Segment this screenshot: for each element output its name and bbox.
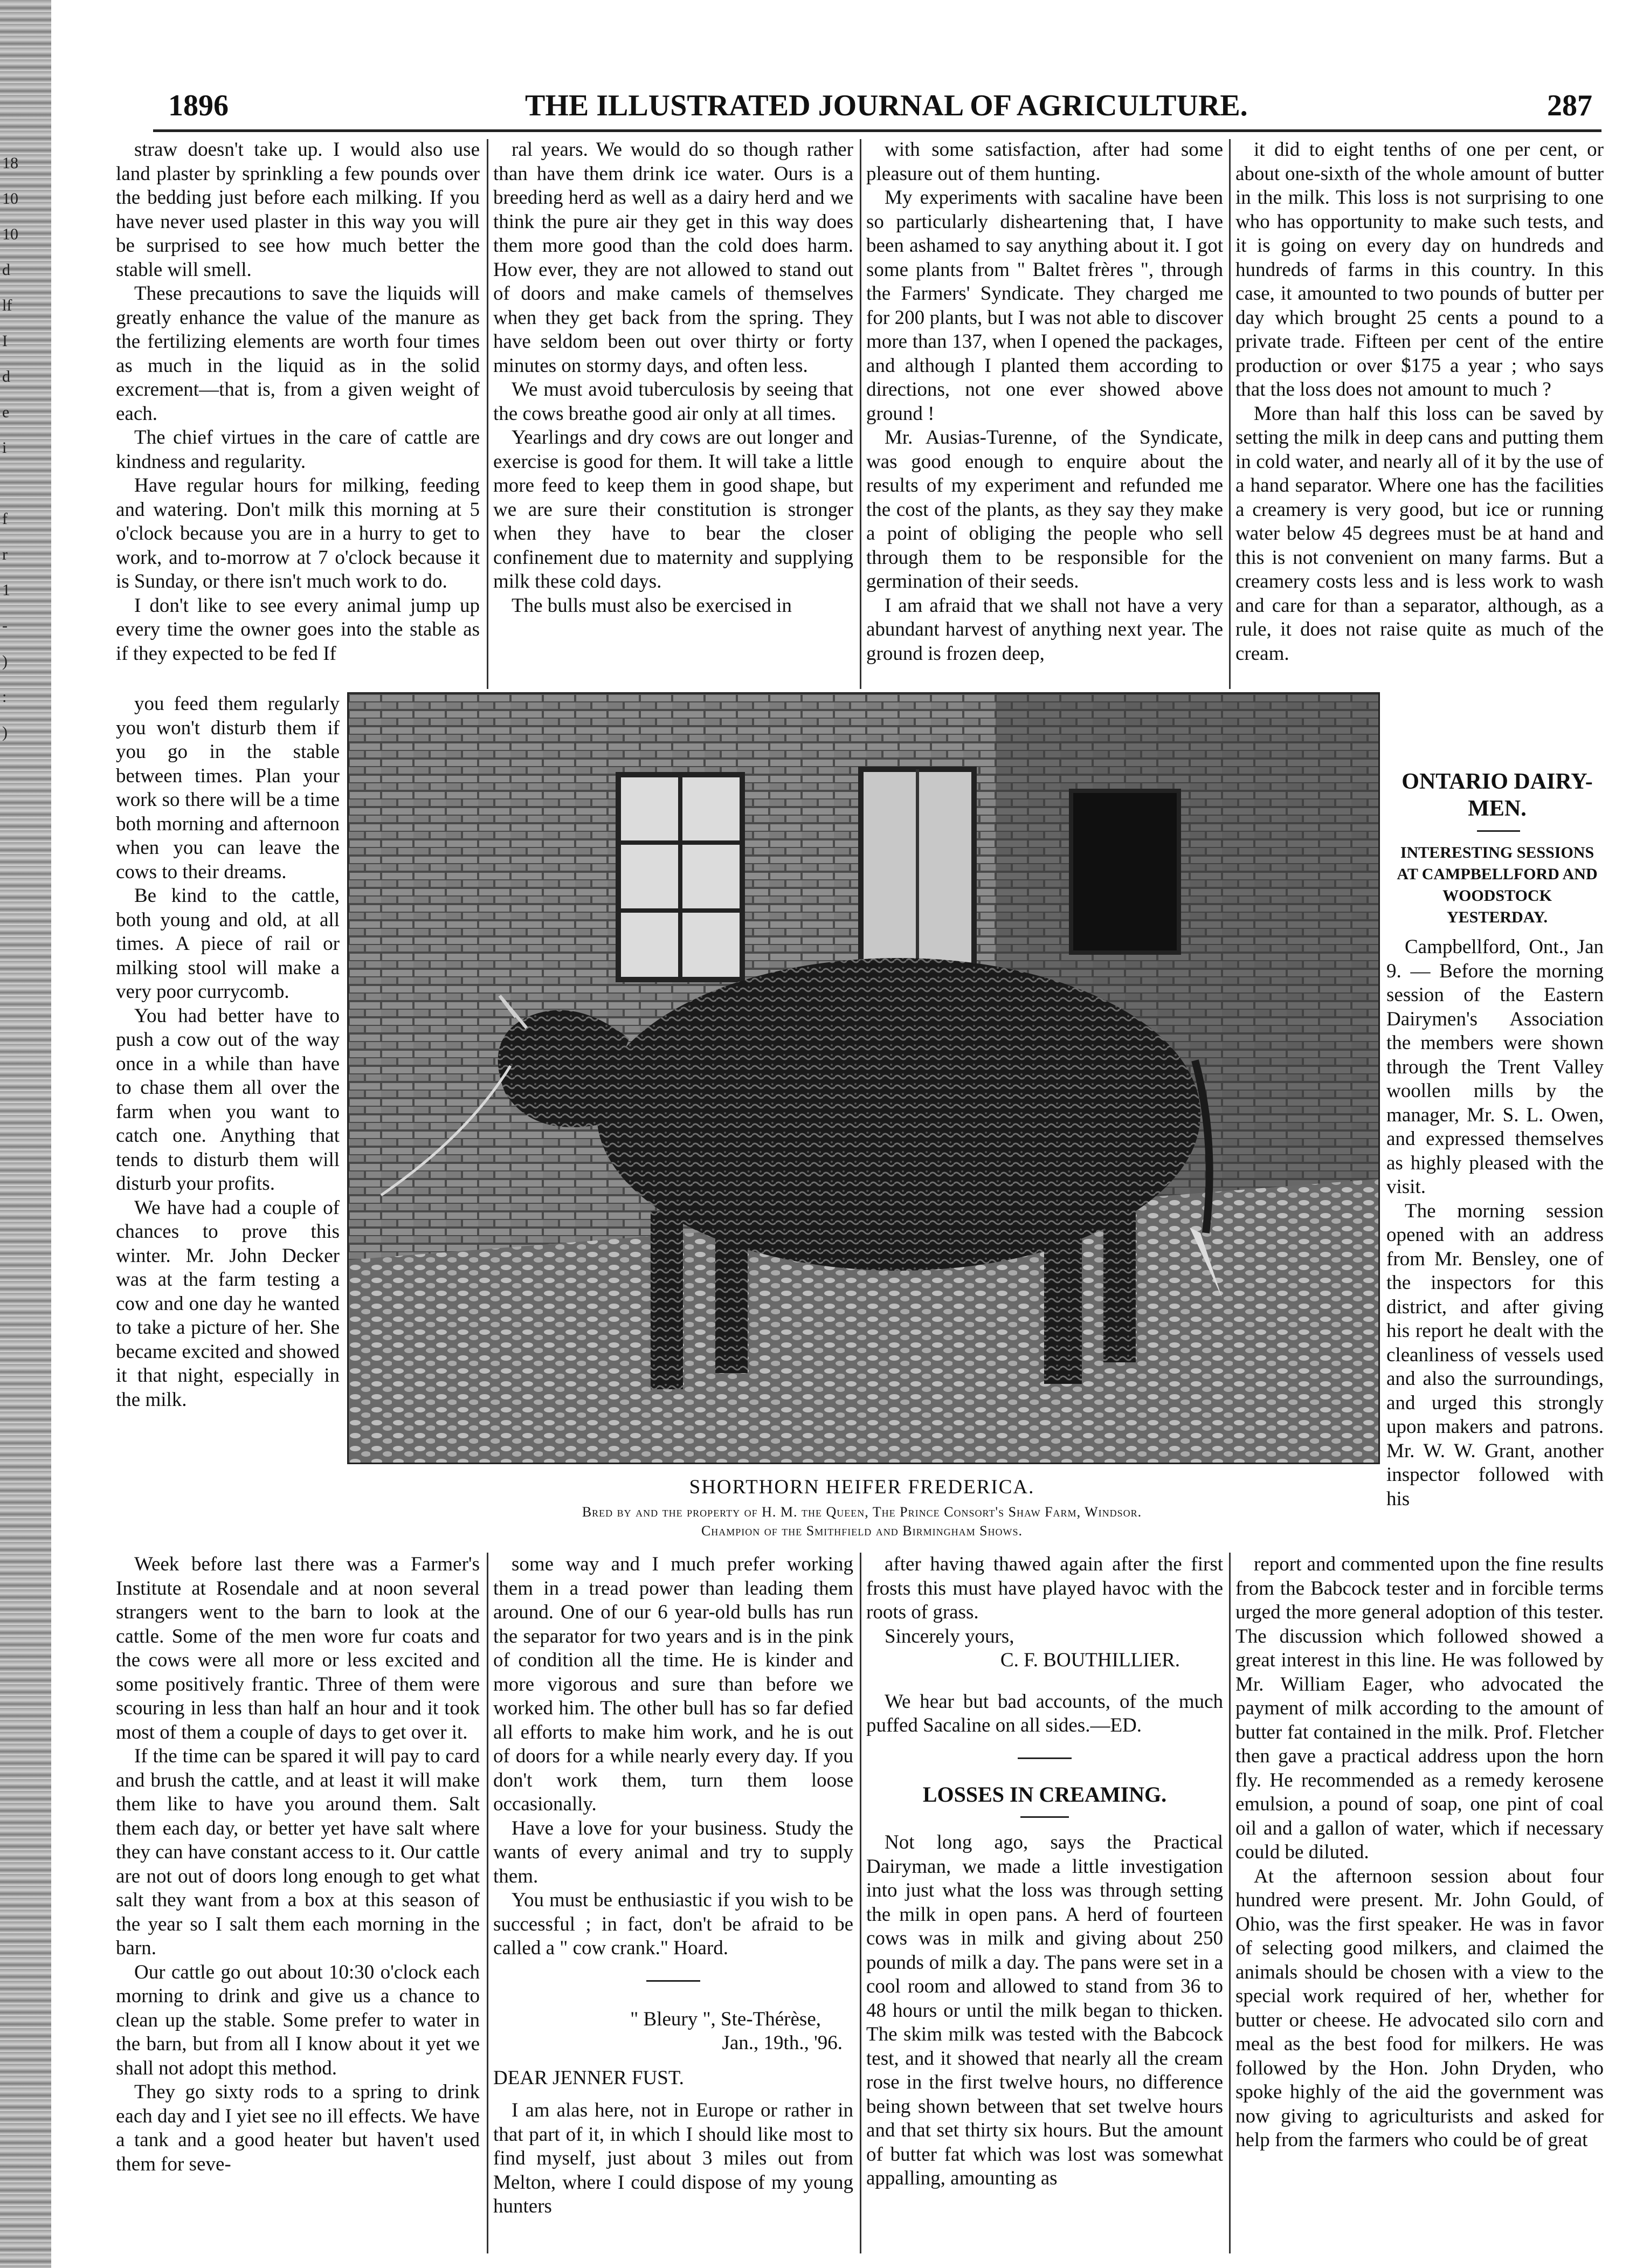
- paragraph: report and commented upon the fine results from the Babcock tester and in forcible terms urged the more general adoption of this tester. The discussion which followed showed a great interest in this line. He was followed by Mr. William Eager, who advocated the payment of milk according to the amount of butter fat contained in the milk. Prof. Fletcher then gave a practical address upon the horn fly. He recommended as a remedy kerosene emulsion, a pound of soap, one pint of coal oil and a gallon of water, which if necessary could be diluted.: [1235, 1553, 1604, 1863]
- paragraph: You must be enthusiastic if you wish to be successful ; in fact, don't be afraid to be called a " cow crank." Hoard.: [493, 1889, 853, 1959]
- ontario-subheading: INTERESTING SESSIONS AT CAMPBELLFORD AND WOODSTOCK YESTERDAY.: [1397, 844, 1598, 926]
- losses-heading: LOSSES IN CREAMING.: [922, 1782, 1167, 1807]
- paragraph: I don't like to see every animal jump up every time the owner goes into the stable as if they expected to be fed If: [116, 594, 480, 665]
- heading-rule: [1477, 830, 1520, 832]
- paragraph: At the afternoon session about four hundred were present. Mr. John Gould, of Ohio, was the first speaker. He was in favor of selecting good milkers, and claimed the animals should be chosen with a view to the special work required of her, whether for butter or cheese. He advocated silo corn and meal as the best food for milkers. He was followed by the Hon. John Dryden, who spoke highly of the aid the government was now giving to agriculturists and asked for help from the farmers who could be of great: [1235, 1865, 1604, 2151]
- figure-caption-line2: Champion of the Smithfield and Birmingham Shows.: [701, 1523, 1023, 1539]
- paragraph: They go sixty rods to a spring to drink each day and I yiet see no ill effects. We have a tank and a good heater but haven't used them for seve-: [116, 2081, 480, 2175]
- column-2-bottom: [493, 1553, 853, 2253]
- page-header: [153, 88, 1601, 126]
- header-year: 1896: [168, 89, 229, 122]
- letter-closing: Sincerely yours,: [885, 1625, 1014, 1647]
- column-4-top: [1235, 138, 1604, 709]
- margin-fragment: [2, 466, 18, 501]
- margin-fragment: d: [2, 368, 10, 385]
- paragraph: Our cattle go out about 10:30 o'clock each morning to drink and give us a chance to clean up the stable. Some prefer to water in the barn, but from all I know about it yet we shall not adopt this method.: [116, 1961, 480, 2079]
- margin-fragment: d: [2, 261, 10, 279]
- margin-fragments: [2, 146, 18, 750]
- margin-fragment: ): [2, 652, 8, 670]
- column-rule: [1229, 1553, 1231, 2253]
- header-page-number: 287: [1547, 89, 1592, 122]
- header-rule: [153, 129, 1601, 132]
- paragraph: My experiments with sacaline have been so particularly disheartening that, I have been ashamed to say anything about it. I got some plants from " Baltet frères ", through the Farmers' Syndicate. They charged me for 200 plants, but I was not able to discover more than 137, when I opened the packages, and although I planted them according to directions, not one ever showed above ground !: [866, 187, 1223, 425]
- article-separator: [1018, 1757, 1072, 1759]
- paragraph: straw doesn't take up. I would also use land plaster by sprinkling a few pounds over the bedding just before each milking. If you have never used plaster in this way you will be surprised to see how much better the stable will smell.: [116, 139, 480, 281]
- letter-body: I am alas here, not in Europe or rather in that part of it, in which I should like most to find myself, just about 3 miles out from Melton, where I could dispose of my young hunters: [493, 2099, 853, 2217]
- column-3-bottom: [866, 1553, 1223, 2253]
- article-separator: [646, 1980, 700, 1982]
- paragraph: Not long ago, says the Practical Dairyman, we made a little investigation into just what the loss was through setting the milk in open pans. A herd of fourteen cows was in milk and giving about 250 pounds of milk a day. The pans were set in a cool room and allowed to stand from 36 to 48 hours or until the milk began to thicken. The skim milk was tested with the Babcock test, and it showed that nearly all the cream rose in the first twelve hours, no difference being shown between that set twelve hours and that set thirty six hours. But the amount of butter fat which was lost was somewhat appalling, amounting as: [866, 1831, 1223, 2189]
- paragraph: Campbellford, Ont., Jan 9. — Before the morning session of the Eastern Dairymen's Association the members were shown through the Trent Valley woollen mills by the manager, Mr. S. L. Owen, and expressed themselves as highly pleased with the visit.: [1386, 936, 1604, 1198]
- margin-fragment: I: [2, 332, 8, 350]
- paragraph: Week before last there was a Farmer's Institute at Rosendale and at noon several strangers went to the barn to look at the cattle. Some of the men wore fur coats and the cows were all more or less excited and some positively frantic. Three of them were scouring in less than half an hour and it took most of them a couple of days to get over it.: [116, 1553, 480, 1743]
- ontario-heading: ONTARIO DAIRY-MEN.: [1402, 769, 1593, 821]
- paragraph: You had better have to push a cow out of the way once in a while than have to chase them all over the farm when you want to catch one. Anything that tends to disturb them will disturb your profits.: [116, 1004, 340, 1195]
- column-1-top: [116, 138, 480, 691]
- letter-date: Jan., 19th., '96.: [722, 2032, 843, 2054]
- margin-fragment: i: [2, 439, 7, 457]
- paragraph: with some satisfaction, after had some pleasure out of them hunting.: [866, 139, 1223, 185]
- engraving-illustration: [349, 694, 1378, 1463]
- margin-fragment: e: [2, 403, 10, 421]
- paragraph: ral years. We would do so though rather than have them drink ice water. Ours is a breeding herd as well as a dairy herd and we think the pure air they get in this way does them more good than the cold does harm. How ever, they are not allowed to stand out of doors and make camels of themselves when they get back from the spring. They have seldom been out over thirty or forty minutes on stormy days, and often less.: [493, 139, 853, 377]
- column-3-bottom-paragraphs: [866, 1553, 1223, 1625]
- column-3-top: [866, 138, 1223, 691]
- margin-fragment: r: [2, 546, 8, 563]
- margin-fragment: lf: [2, 297, 12, 314]
- paragraph: some way and I much prefer working them in a tread power than leading them around. One of our 6 year-old bulls has run the separator for two years and is in the pink of condition all the time. He is kinder and more vigorous and sure than before we worked him. The other bull has so far defied all efforts to make him work, and he is out of doors for a while nearly every day. If you don't work them, turn them loose occasionally.: [493, 1553, 853, 1815]
- column-1-bottom: [116, 1553, 480, 2253]
- paragraph: it did to eight tenths of one per cent, or about one-sixth of the whole amount of butter in the milk. This loss is not surprising to one who has opportunity to make such tests, and it is going on every day on hundreds and hundreds of farms in this country. In this case, it amounted to two pounds of butter per day which brought 25 cents a pound to a private trade. Fifteen per cent of the entire production or over $175 a year ; who says that the loss does not amount to much ?: [1235, 139, 1604, 401]
- paragraph: These precautions to save the liquids will greatly enhance the value of the manure as the fertilizing elements are worth four times as much in the liquid as in the solid excrement—that is, from a given weight of each.: [116, 282, 480, 425]
- column-rule: [860, 139, 861, 689]
- letter-signature: C. F. BOUTHILLIER.: [1000, 1649, 1180, 1671]
- paragraph: More than half this loss can be saved by setting the milk in deep cans and putting them in cold water, and nearly all of it by the use of a hand separator. Where one has the facilities a creamery is very good, but ice or running water below 45 degrees must be at hand and this is not convenient on many farms. But a creamery costs less and is less work to wash and care for than a separator, although, as a rule, it does not raise quite as much of the cream.: [1235, 402, 1604, 665]
- paragraph: The chief virtues in the care of cattle are kindness and regularity.: [116, 426, 480, 473]
- letter-salutation: DEAR JENNER FUST.: [493, 2066, 684, 2089]
- paragraph: Have regular hours for milking, feeding and watering. Don't milk this morning at 5 o'clock because you are in a hurry to get to work, and to-morrow at 7 o'clock because it is Sunday, or there isn't much work to do.: [116, 474, 480, 592]
- paragraph: The morning session opened with an address from Mr. Bensley, one of the inspectors for this district, and after giving his report he dealt with the cleanliness of vessels used and also the surroundings, and urged this strongly upon makers and patrons. Mr. W. W. Grant, another inspector followed with his: [1386, 1200, 1604, 1510]
- margin-fragment: ): [2, 723, 8, 741]
- margin-fragment: 10: [2, 190, 18, 208]
- figure-caption-line1: Bred by and the property of H. M. the Queen, The Prince Consort's Shaw Farm, Windsor.: [582, 1504, 1142, 1520]
- paragraph: Have a love for your business. Study the wants of every animal and try to supply them.: [493, 1817, 853, 1887]
- margin-fragment: f: [2, 510, 8, 528]
- paragraph: If the time can be spared it will pay to card and brush the cattle, and at least it will make them like to have you around them. Salt them each day, or better yet have salt where they can have constant access to it. Our cattle are not out of doors long enough to get what salt they want from a box at this season of the year so I salt them each morning in the barn.: [116, 1745, 480, 1959]
- column-rule: [1229, 139, 1231, 689]
- column-rule: [860, 1553, 861, 2253]
- margin-fragment: 1: [2, 581, 10, 599]
- losses-paragraphs: [866, 1831, 1223, 2191]
- paragraph: The bulls must also be exercised in: [512, 594, 792, 617]
- paragraph: Yearlings and dry cows are out longer and exercise is good for them. It will take a little more feed to keep them in good shape, but we are sure their constitution is stronger when they have to bear the closer confinement due to maternity and supplying milk these cold days.: [493, 426, 853, 592]
- heading-rule: [1020, 1816, 1069, 1818]
- column-rule: [487, 1553, 488, 2253]
- header-title: THE ILLUSTRATED JOURNAL OF AGRICULTURE.: [525, 89, 1248, 122]
- margin-fragment: 10: [2, 225, 18, 243]
- editor-note: We hear but bad accounts, of the much puffed Sacaline on all sides.—ED.: [866, 1690, 1223, 1736]
- dark-doorway: [1071, 791, 1179, 953]
- paragraph: after having thawed again after the first frosts this must have played havoc with the roots of grass.: [866, 1553, 1223, 1623]
- column-rule: [487, 139, 488, 689]
- paragraph: Be kind to the cattle, both young and old, at all times. A piece of rail or milking stool will make a very poor currycomb.: [116, 885, 340, 1003]
- paragraph: you feed them regularly you won't disturb them if you go in the stable between times. Plan your work so there will be a time both morning and afternoon when you can leave the cows to their dreams.: [116, 693, 340, 883]
- letter-place: " Bleury ", Ste-Thérèse,: [630, 2008, 821, 2030]
- figure-caption-title: SHORTHORN HEIFER FREDERICA.: [689, 1476, 1035, 1498]
- column-4-narrow: [1386, 935, 1604, 1553]
- margin-fragment: :: [2, 688, 7, 706]
- paragraph: We must avoid tuberculosis by seeing that the cows breathe good air only at all times.: [493, 378, 853, 425]
- paragraph: Mr. Ausias-Turenne, of the Syndicate, was good enough to enquire about the results of my experiment and refunded me the cost of the plants, as they say they make a point of obliging the people who sell through them to be responsible for the germination of their seeds.: [866, 426, 1223, 592]
- column-1-narrow: [116, 692, 340, 1553]
- paragraph: We have had a couple of chances to prove this winter. Mr. John Decker was at the farm testing a cow and one day he wanted to take a picture of her. She became excited and showed it that night, especially in the milk.: [116, 1196, 340, 1411]
- margin-fragment: 18: [2, 154, 18, 172]
- column-2-top: [493, 138, 853, 691]
- column-4-bottom: [1235, 1553, 1604, 2253]
- paragraph: I am afraid that we shall not have a very abundant harvest of anything next year. The ground is frozen deep,: [866, 594, 1223, 665]
- shorthorn-heifer-engraving: [347, 692, 1380, 1464]
- column-2-bottom-paragraphs: [493, 1553, 853, 1961]
- margin-fragment: -: [2, 617, 8, 635]
